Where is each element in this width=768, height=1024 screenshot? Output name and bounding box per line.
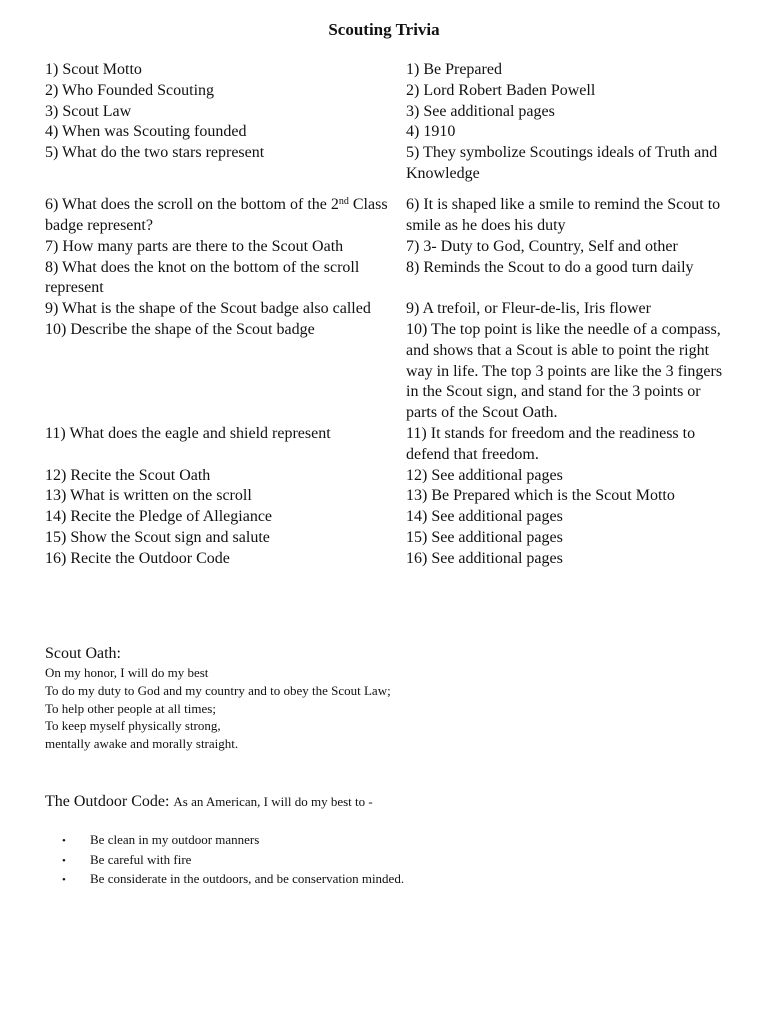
- answer: 16) See additional pages: [406, 549, 563, 567]
- question: 9) What is the shape of the Scout badge also called: [45, 300, 371, 318]
- answer: 8) Reminds the Scout to do a good turn daily: [406, 258, 694, 276]
- answer: 12) See additional pages: [406, 466, 563, 484]
- answer: 11) It stands for freedom and the readiness to defend that freedom.: [406, 425, 696, 463]
- bullet-icon: •: [62, 835, 66, 847]
- question: 15) Show the Scout sign and salute: [45, 529, 270, 547]
- qa-row: [45, 299, 735, 320]
- bullet-icon: •: [62, 874, 66, 886]
- scout-oath-section: [45, 644, 725, 753]
- qa-row: [45, 424, 735, 466]
- qa-row: [45, 102, 735, 123]
- question: 14) Recite the Pledge of Allegiance: [45, 508, 273, 526]
- question: 7) How many parts are there to the Scout Oath: [45, 237, 344, 255]
- qa-row: [45, 195, 735, 237]
- qa-row: [45, 528, 735, 549]
- question: 3) Scout Law: [45, 102, 132, 120]
- qa-row: [45, 81, 735, 102]
- outdoor-code-list: [62, 831, 722, 890]
- qa-row: [45, 320, 735, 424]
- outdoor-code-heading: The Outdoor Code:: [45, 793, 170, 810]
- qa-row: [45, 258, 735, 300]
- page-title: Scouting Trivia: [328, 20, 440, 39]
- answer: 6) It is shaped like a smile to remind the Scout to smile as he does his duty: [406, 196, 721, 235]
- qa-row: [45, 549, 735, 570]
- scout-oath-line: mentally awake and morally straight.: [45, 736, 239, 752]
- list-item-text: Be clean in my outdoor manners: [90, 832, 260, 847]
- answer: 5) They symbolize Scoutings ideals of Truth and Knowledge: [406, 144, 718, 182]
- superscript: nd: [338, 196, 349, 208]
- answer: 2) Lord Robert Baden Powell: [406, 81, 596, 99]
- answer: 14) See additional pages: [406, 508, 563, 526]
- qa-row: [45, 122, 735, 143]
- qa-row: [45, 486, 735, 507]
- scout-oath-line: To keep myself physically strong,: [45, 718, 221, 734]
- question: 2) Who Founded Scouting: [45, 81, 215, 99]
- scout-oath-heading: Scout Oath:: [45, 645, 121, 662]
- qa-row: [45, 507, 735, 528]
- question: 16) Recite the Outdoor Code: [45, 549, 230, 567]
- list-item: [62, 851, 722, 871]
- answer: 4) 1910: [406, 123, 456, 141]
- question: 5) What do the two stars represent: [45, 144, 265, 162]
- question: 10) Describe the shape of the Scout badge: [45, 321, 315, 339]
- outdoor-code-heading-row: [45, 792, 725, 812]
- question-text: Class badge represent?: [45, 196, 388, 235]
- scout-oath-line: To help other people at all times;: [45, 700, 216, 716]
- qa-row: [45, 143, 735, 185]
- bullet-icon: •: [62, 854, 66, 867]
- answer: 9) A trefoil, or Fleur-de-lis, Iris flower: [406, 300, 651, 318]
- qa-list: [45, 60, 735, 570]
- scout-oath-line: On my honor, I will do my best: [45, 665, 209, 680]
- question: 4) When was Scouting founded: [45, 123, 247, 141]
- qa-row: [45, 466, 735, 487]
- question: 1) Scout Motto: [45, 61, 142, 78]
- qa-row: [45, 237, 735, 258]
- question: 13) What is written on the scroll: [45, 487, 252, 505]
- answer: 15) See additional pages: [406, 529, 563, 547]
- outdoor-code-section: [45, 792, 725, 812]
- question: 12) Recite the Scout Oath: [45, 466, 211, 484]
- answer: 7) 3- Duty to God, Country, Self and other: [406, 237, 678, 255]
- answer: 10) The top point is like the needle of a compass, and shows that a Scout is able to point the right way in life. The top 3 points are like the 3 fingers in the Scout sign, and stand for the 3 points or parts of the Scout Oath.: [406, 321, 723, 422]
- answer: 13) Be Prepared which is the Scout Motto: [406, 487, 675, 505]
- list-item: [62, 870, 722, 890]
- scout-oath-line: To do my duty to God and my country and to obey the Scout Law;: [45, 682, 391, 698]
- qa-row: [45, 60, 735, 81]
- question: [45, 195, 406, 237]
- list-item-text: Be considerate in the outdoors, and be conservation minded.: [90, 871, 405, 886]
- list-item-text: Be careful with fire: [90, 851, 192, 867]
- list-item: [62, 831, 722, 851]
- answer: 1) Be Prepared: [406, 61, 502, 78]
- outdoor-code-intro: As an American, I will do my best to -: [173, 794, 373, 809]
- answer: 3) See additional pages: [406, 102, 555, 120]
- question: 11) What does the eagle and shield represent: [45, 425, 331, 443]
- question: 8) What does the knot on the bottom of the scroll represent: [45, 258, 360, 297]
- question-text: 6) What does the scroll on the bottom of the 2: [45, 196, 339, 214]
